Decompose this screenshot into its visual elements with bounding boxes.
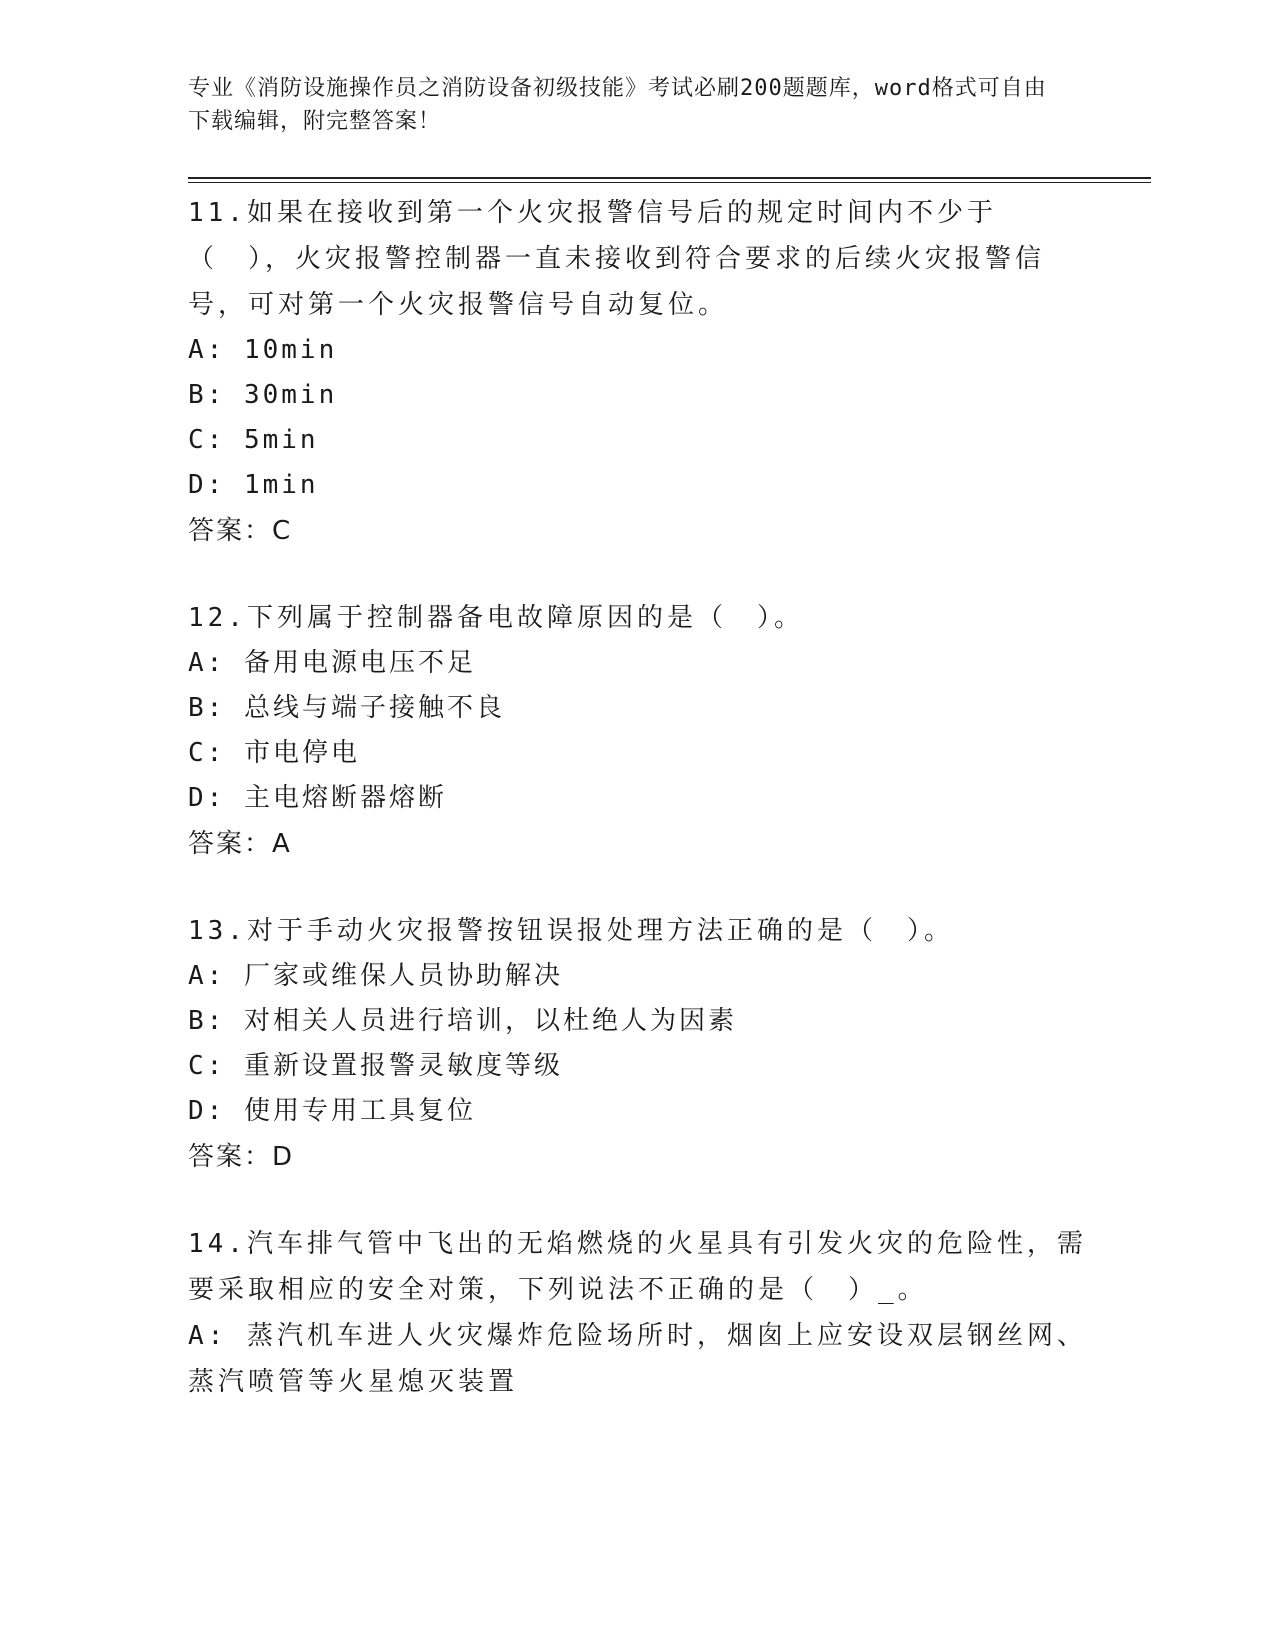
answer-line: 答案：D bbox=[188, 1142, 295, 1172]
option-d: D: 主电熔断器熔断 bbox=[188, 783, 447, 813]
question-stem: 11.如果在接收到第一个火灾报警信号后的规定时间内不少于（ ），火灾报警控制器一直未接收到符合要求的后续火灾报警信号，可对第一个火灾报警信号自动复位。 bbox=[188, 198, 1046, 320]
question-14 bbox=[188, 1221, 1088, 1405]
document-header: 专业《消防设施操作员之消防设备初级技能》考试必刷200题题库，word格式可自由下载编辑，附完整答案！ bbox=[188, 76, 1047, 134]
option-b: B: 30min bbox=[188, 380, 338, 410]
question-12 bbox=[188, 595, 1088, 867]
option-c: C: 5min bbox=[188, 425, 319, 455]
question-stem: 12.下列属于控制器备电故障原因的是（ ）。 bbox=[188, 603, 804, 633]
option-a: A: 10min bbox=[188, 335, 338, 365]
option-b: B: 对相关人员进行培训，以杜绝人为因素 bbox=[188, 1006, 737, 1036]
option-a: A: 备用电源电压不足 bbox=[188, 648, 476, 678]
question-13 bbox=[188, 908, 1088, 1180]
option-a: A: 蒸汽机车进人火灾爆炸危险场所时，烟囱上应安设双层钢丝网、蒸汽喷管等火星熄灭装置 bbox=[188, 1321, 1087, 1397]
option-c: C: 重新设置报警灵敏度等级 bbox=[188, 1051, 563, 1081]
answer-line: 答案：A bbox=[188, 829, 292, 859]
option-d: D: 1min bbox=[188, 470, 319, 500]
option-c: C: 市电停电 bbox=[188, 738, 360, 768]
question-stem: 14.汽车排气管中飞出的无焰燃烧的火星具有引发火灾的危险性，需要采取相应的安全对策，下列说法不正确的是（ ）_。 bbox=[188, 1229, 1087, 1305]
question-stem: 13.对于手动火灾报警按钮误报处理方法正确的是（ ）。 bbox=[188, 916, 954, 946]
option-b: B: 总线与端子接触不良 bbox=[188, 693, 505, 723]
question-11 bbox=[188, 190, 1088, 554]
answer-line: 答案：C bbox=[188, 516, 293, 546]
option-a: A: 厂家或维保人员协助解决 bbox=[188, 961, 563, 991]
question-list bbox=[188, 190, 1088, 1446]
header-divider bbox=[188, 177, 1151, 183]
option-d: D: 使用专用工具复位 bbox=[188, 1096, 476, 1126]
